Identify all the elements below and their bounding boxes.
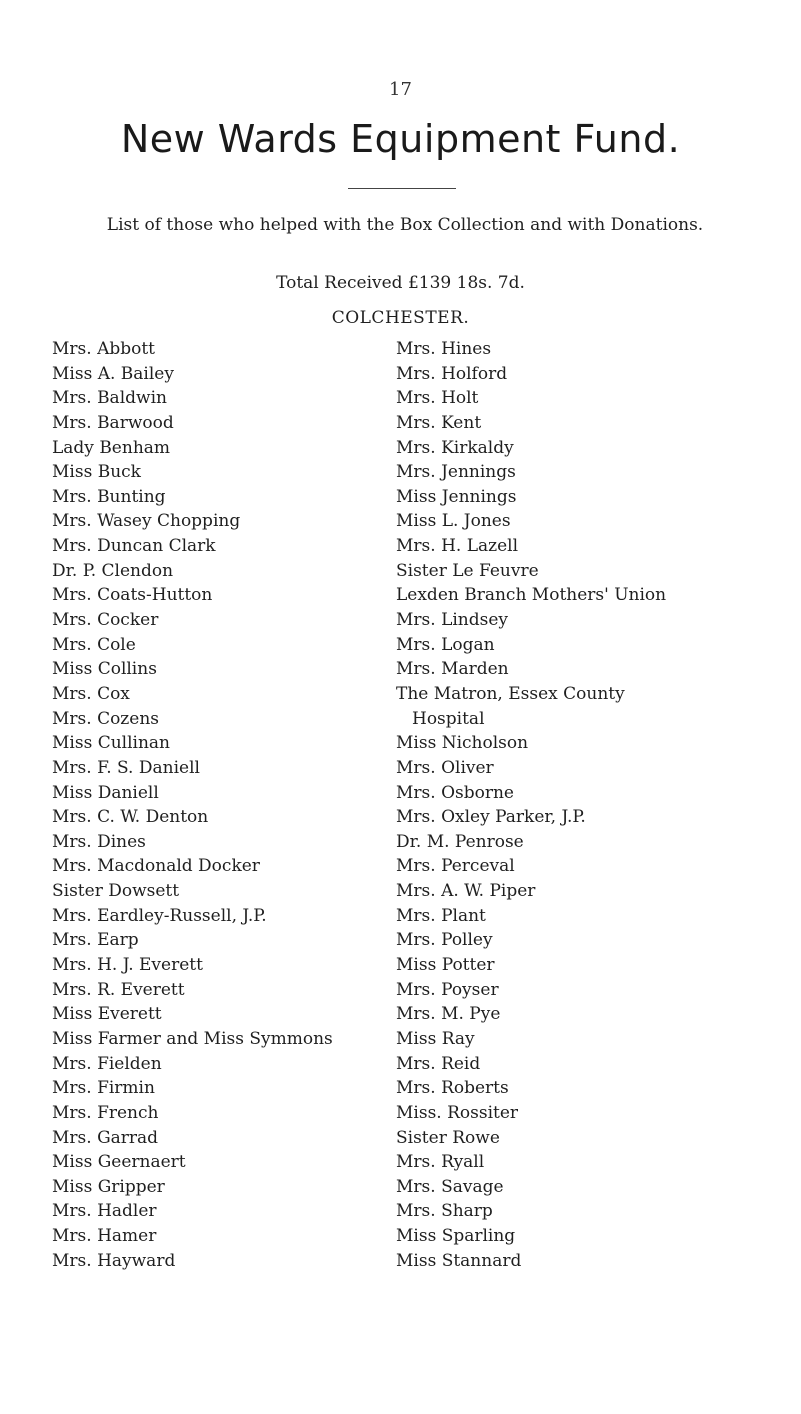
donor-list-left [52,337,333,1273]
donor-name: Lexden Branch Mothers' Union [396,585,667,606]
donor-name: Miss Collins [52,659,157,680]
donor-name: Mrs. Oxley Parker, J.P. [396,807,586,828]
donor-name: Mrs. Marden [396,659,509,680]
donor-name: Mrs. Perceval [396,856,515,877]
donor-name: Mrs. Poyser [396,979,499,1000]
donor-name: Mrs. Hadler [52,1201,157,1222]
donor-name: Mrs. Lindsey [396,610,509,631]
donor-name: Mrs. Dines [52,831,146,852]
donor-name: Mrs. Holford [396,363,508,384]
donor-name: Mrs. Osborne [396,782,514,803]
donor-name: Miss Nicholson [396,733,529,754]
donor-name: Mrs. Wasey Chopping [52,511,241,532]
donor-name: Miss Gripper [52,1176,165,1197]
donor-name: Miss Jennings [396,486,517,507]
donor-name: Miss Sparling [396,1226,516,1247]
donor-list-right [396,337,666,1273]
donor-name: Mrs. Ryall [396,1152,485,1173]
donor-name: Mrs. Cole [52,634,136,655]
donor-name: Mrs. A. W. Piper [396,881,536,902]
donor-name: Mrs. Coats-Hutton [52,585,213,606]
donor-name: Mrs. Sharp [396,1201,493,1222]
place-heading: COLCHESTER. [331,308,470,328]
title-divider [348,188,456,189]
donor-name: Mrs. Logan [396,634,495,655]
donor-name: Lady Benham [52,437,171,458]
donor-name: Mrs. Earp [52,930,139,951]
donor-name: Miss Stannard [396,1250,522,1271]
donor-name: Miss Everett [52,1004,162,1025]
donor-name: Mrs. Cocker [52,610,159,631]
total-received: Total Received £139 18s. 7d. [276,273,525,293]
donor-name: Mrs. Eardley-Russell, J.P. [52,905,267,926]
page-number: 17 [389,79,412,100]
donor-name: Mrs. Hamer [52,1226,157,1247]
donor-name: Sister Le Feuvre [396,560,539,581]
donor-name: The Matron, Essex County [396,683,625,704]
donor-name: Mrs. Garrad [52,1127,159,1148]
donor-name: Mrs. Fielden [52,1053,162,1074]
donor-name: Sister Rowe [396,1127,500,1148]
donor-name: Mrs. Duncan Clark [52,536,216,557]
donor-name: Miss A. Bailey [52,363,174,384]
donor-name: Miss Cullinan [52,733,170,754]
donor-name: Mrs. French [52,1102,159,1123]
donor-name: Mrs. Savage [396,1176,504,1197]
donor-name: Miss Farmer and Miss Symmons [52,1028,333,1049]
donor-name: Mrs. C. W. Denton [52,807,209,828]
donor-name: Mrs. Kirkaldy [396,437,514,458]
donor-name: Mrs. H. Lazell [396,536,519,557]
donor-name: Miss Ray [396,1028,475,1049]
donor-name: Mrs. Roberts [396,1078,509,1099]
donor-name: Miss L. Jones [396,511,511,532]
donor-name: Mrs. Hayward [52,1250,176,1271]
donor-name: Mrs. Bunting [52,486,166,507]
donor-name: Sister Dowsett [52,881,180,902]
donor-name: Mrs. Cozens [52,708,159,729]
donor-name: Mrs. Polley [396,930,493,951]
donor-name: Mrs. Reid [396,1053,481,1074]
donor-name: Mrs. Oliver [396,757,494,778]
page-title: New Wards Equipment Fund. [120,117,681,161]
donor-name: Mrs. R. Everett [52,979,185,1000]
donor-name: Mrs. Plant [396,905,486,926]
donor-name: Mrs. Kent [396,412,482,433]
donor-name: Mrs. Cox [52,683,130,704]
donor-name: Mrs. Macdonald Docker [52,856,260,877]
donor-name: Mrs. Abbott [52,339,156,359]
donor-name: Mrs. Baldwin [52,388,167,409]
donor-name: Mrs. Firmin [52,1078,155,1099]
donor-name: Mrs. F. S. Daniell [52,757,200,778]
donor-name: Miss Buck [52,462,141,483]
donor-name: Mrs. Hines [396,339,492,359]
donor-name: Mrs. Holt [396,388,479,409]
donor-name: Dr. P. Clendon [52,560,174,581]
donor-name: Mrs. M. Pye [396,1004,501,1025]
donor-name: Mrs. Barwood [52,412,174,433]
donor-name: Mrs. H. J. Everett [52,955,203,976]
donor-name: Miss. Rossiter [396,1102,519,1123]
donor-name: Dr. M. Penrose [396,831,524,852]
intro-text: List of those who helped with the Box Collection and with Donations. [106,215,704,235]
donor-name: Miss Daniell [52,782,159,803]
donor-name: Miss Potter [396,955,495,976]
donor-name: Miss Geernaert [52,1152,186,1173]
donor-name: Mrs. Jennings [396,462,516,483]
donor-name: Hospital [412,708,485,729]
